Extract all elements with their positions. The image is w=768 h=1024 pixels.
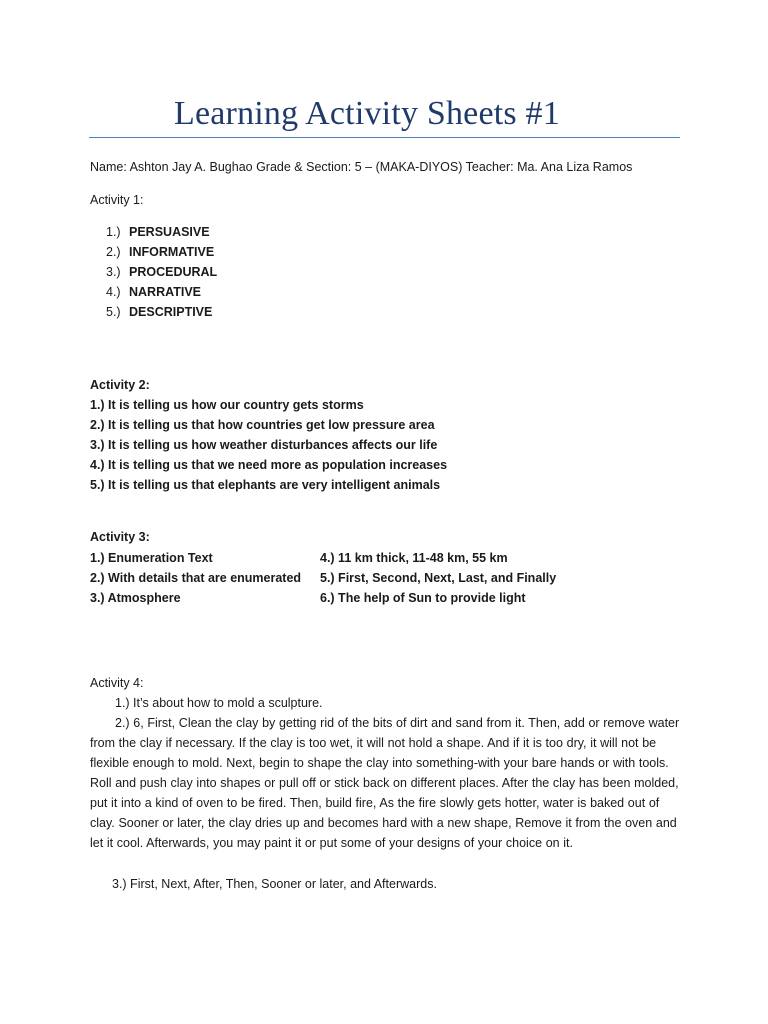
page-title: Learning Activity Sheets #1 [174, 95, 560, 132]
activity3-right-item: 6.) The help of Sun to provide light [320, 591, 526, 605]
activity1-item: PROCEDURAL [129, 265, 218, 279]
activity2-item: 4.) It is telling us that we need more as population increases [90, 458, 448, 472]
activity1-item-number: 5.) [106, 305, 121, 319]
activity1-item-number: 4.) [106, 285, 121, 299]
activity4-item2: 2.) 6, First, Clean the clay by getting rid of the bits of dirt and sand from it. Then, add or remove water from the clay if necessary. If the clay is too wet, it will not hold a shape. And if it is too dry, it will not be flexible enough to mold. Next, begin to shape the clay into something-with your bare hands or with tools. Roll and push clay into shapes or pull off or stick back on different places. After the clay has been molded, put it into a kind of oven to be fired. Then, build fire, As the fire slowly gets hotter, water is baked out of clay. Sooner or later, the clay dries up and becomes hard with a new shape, Remove it from the oven and let it cool. Afterwards, you may paint it or put some of your designs of your choice on it. [90, 716, 680, 850]
activity4-item1: 1.) It’s about how to mold a sculpture. [115, 696, 323, 710]
activity1-item: INFORMATIVE [129, 245, 215, 259]
activity1-item: PERSUASIVE [129, 225, 210, 239]
activity2-item: 2.) It is telling us that how countries get low pressure area [90, 418, 435, 432]
activity3-heading: Activity 3: [90, 530, 150, 544]
activity1-item-number: 1.) [106, 225, 121, 239]
activity1-heading: Activity 1: [90, 193, 144, 207]
activity1-item: NARRATIVE [129, 285, 201, 299]
activity2-item: 3.) It is telling us how weather disturbances affects our life [90, 438, 438, 452]
activity1-item: DESCRIPTIVE [129, 305, 213, 319]
activity4-item3: 3.) First, Next, After, Then, Sooner or later, and Afterwards. [112, 877, 437, 891]
activity2-heading: Activity 2: [90, 378, 150, 392]
activity3-right-item: 4.) 11 km thick, 11-48 km, 55 km [320, 551, 508, 565]
activity2-item: 1.) It is telling us how our country gets storms [90, 398, 364, 412]
activity4-paragraph [90, 713, 680, 853]
activity1-item-number: 3.) [106, 265, 121, 279]
activity3-left-item: 2.) With details that are enumerated [90, 571, 302, 585]
activity3-left-item: 3.) Atmosphere [90, 591, 181, 605]
activity3-right-item: 5.) First, Second, Next, Last, and Finally [320, 571, 557, 585]
activity2-item: 5.) It is telling us that elephants are very intelligent animals [90, 478, 441, 492]
student-info: Name: Ashton Jay A. Bughao Grade & Section: 5 – (MAKA-DIYOS) Teacher: Ma. Ana Liza Ramos [90, 160, 633, 174]
activity4-heading: Activity 4: [90, 676, 144, 690]
activity3-left-item: 1.) Enumeration Text [90, 551, 213, 565]
title-underline [89, 137, 680, 138]
activity1-item-number: 2.) [106, 245, 121, 259]
